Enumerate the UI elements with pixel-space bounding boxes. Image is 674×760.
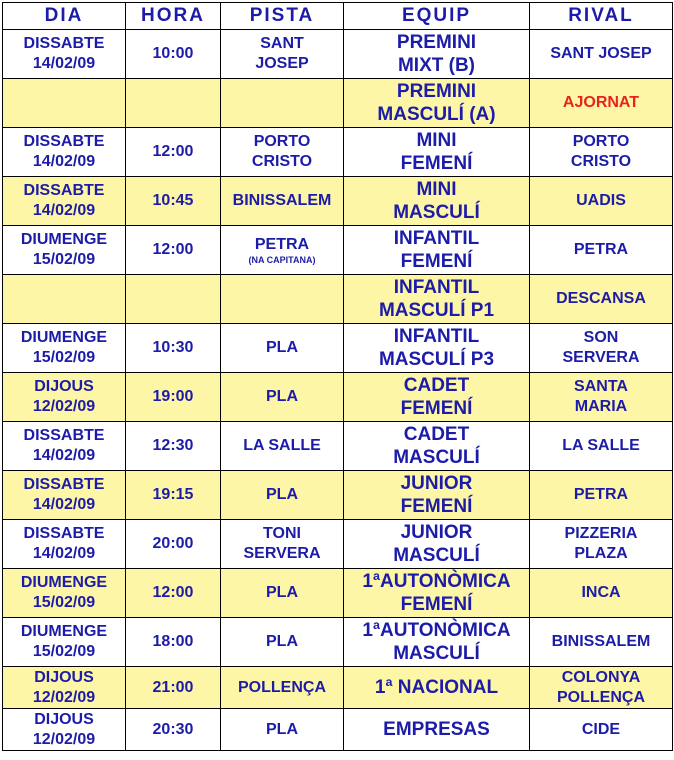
table-row xyxy=(3,373,673,422)
day-label: DIUMENGE xyxy=(20,623,108,640)
schedule-table xyxy=(2,2,673,751)
team-label: 1ªAUTONÒMICA xyxy=(362,620,511,641)
pista-cell xyxy=(221,226,344,275)
pista-cell xyxy=(221,128,344,177)
time-label: 12:00 xyxy=(152,241,194,258)
venue-label: PLA xyxy=(266,339,298,356)
pista-cell xyxy=(221,373,344,422)
team-category-label: MASCULÍ xyxy=(393,447,480,468)
dia-cell xyxy=(3,422,126,471)
table-row xyxy=(3,618,673,667)
rival-cell xyxy=(530,667,673,709)
venue-label: SANT xyxy=(260,35,304,52)
dia-cell xyxy=(3,128,126,177)
dia-cell xyxy=(3,30,126,79)
pista-cell xyxy=(221,177,344,226)
hora-cell xyxy=(126,324,221,373)
rival-label: MARIA xyxy=(574,398,628,415)
equip-cell xyxy=(344,471,530,520)
hora-cell xyxy=(126,667,221,709)
hora-cell xyxy=(126,30,221,79)
postponed-label: AJORNAT xyxy=(562,94,640,111)
time-label: 12:30 xyxy=(152,437,194,454)
rival-label: POLLENÇA xyxy=(557,688,645,706)
rival-label: INCA xyxy=(581,584,621,601)
date-label: 15/02/09 xyxy=(32,251,96,268)
pista-cell xyxy=(221,471,344,520)
team-label: INFANTIL xyxy=(393,326,480,347)
dia-cell xyxy=(3,226,126,275)
team-label: MINI xyxy=(416,179,457,200)
header-equip: EQUIP xyxy=(344,3,530,30)
schedule-body xyxy=(3,30,673,751)
dia-cell xyxy=(3,569,126,618)
rival-cell xyxy=(530,471,673,520)
team-label: PREMINI xyxy=(396,32,477,53)
rival-cell xyxy=(530,177,673,226)
hora-cell xyxy=(126,177,221,226)
team-label: CADET xyxy=(403,375,470,396)
rival-cell xyxy=(530,422,673,471)
date-label: 12/02/09 xyxy=(32,730,96,748)
table-row xyxy=(3,471,673,520)
dia-cell xyxy=(3,177,126,226)
equip-cell xyxy=(344,667,530,709)
table-row xyxy=(3,520,673,569)
rival-label: LA SALLE xyxy=(562,437,640,454)
header-hora: HORA xyxy=(126,3,221,30)
table-row xyxy=(3,569,673,618)
rival-cell xyxy=(530,520,673,569)
venue-label: TONI xyxy=(263,525,301,542)
rival-label: PETRA xyxy=(573,486,629,503)
rival-cell xyxy=(530,373,673,422)
rival-label: PETRA xyxy=(573,241,629,258)
venue-note: (NA CAPITANA) xyxy=(248,255,316,265)
hora-cell xyxy=(126,520,221,569)
day-label: DISSABTE xyxy=(23,476,105,493)
rival-label: PORTO xyxy=(572,133,630,150)
team-category-label: MASCULÍ xyxy=(393,202,480,223)
team-label: CADET xyxy=(403,424,470,445)
table-row xyxy=(3,226,673,275)
rival-label: SANT JOSEP xyxy=(550,45,652,62)
rival-cell xyxy=(530,79,673,128)
time-label: 19:15 xyxy=(152,486,194,503)
venue-label: CRISTO xyxy=(251,153,313,170)
hora-cell xyxy=(126,422,221,471)
team-category-label: MASCULÍ xyxy=(393,545,480,566)
equip-cell xyxy=(344,709,530,751)
rival-label: SERVERA xyxy=(562,349,640,366)
day-label: DISSABTE xyxy=(23,182,105,199)
pista-cell xyxy=(221,618,344,667)
time-label: 12:00 xyxy=(152,143,194,160)
dia-cell xyxy=(3,324,126,373)
equip-cell xyxy=(344,618,530,667)
venue-label: PLA xyxy=(266,633,298,650)
time-label: 18:00 xyxy=(152,633,194,650)
team-category-label: FEMENÍ xyxy=(400,594,473,615)
venue-label: POLLENÇA xyxy=(238,678,326,696)
hora-cell xyxy=(126,79,221,128)
date-label: 14/02/09 xyxy=(32,545,96,562)
table-row xyxy=(3,324,673,373)
team-label: EMPRESAS xyxy=(383,719,490,740)
team-label: 1ª NACIONAL xyxy=(374,677,499,698)
hora-cell xyxy=(126,275,221,324)
team-category-label: MASCULÍ P3 xyxy=(378,349,495,370)
date-label: 14/02/09 xyxy=(32,55,96,72)
table-row xyxy=(3,667,673,709)
equip-cell xyxy=(344,226,530,275)
table-row xyxy=(3,79,673,128)
date-label: 12/02/09 xyxy=(32,688,96,706)
team-label: JUNIOR xyxy=(400,522,473,543)
time-label: 10:00 xyxy=(152,45,194,62)
rival-cell xyxy=(530,324,673,373)
rival-cell xyxy=(530,30,673,79)
hora-cell xyxy=(126,226,221,275)
hora-cell xyxy=(126,373,221,422)
dia-cell xyxy=(3,667,126,709)
date-label: 15/02/09 xyxy=(32,594,96,611)
rival-cell xyxy=(530,226,673,275)
rival-cell xyxy=(530,128,673,177)
venue-label: PLA xyxy=(266,388,298,405)
time-label: 10:30 xyxy=(152,339,194,356)
dia-cell xyxy=(3,618,126,667)
rival-cell xyxy=(530,618,673,667)
venue-label: BINISSALEM xyxy=(232,192,332,209)
equip-cell xyxy=(344,128,530,177)
equip-cell xyxy=(344,520,530,569)
venue-label: SERVERA xyxy=(243,545,321,562)
rival-cell xyxy=(530,275,673,324)
team-label: 1ªAUTONÒMICA xyxy=(362,571,511,592)
dia-cell xyxy=(3,709,126,751)
equip-cell xyxy=(344,30,530,79)
dia-cell xyxy=(3,275,126,324)
rival-label: BINISSALEM xyxy=(551,633,651,650)
table-row xyxy=(3,177,673,226)
pista-cell xyxy=(221,30,344,79)
rival-cell xyxy=(530,569,673,618)
date-label: 14/02/09 xyxy=(32,447,96,464)
rival-label: DESCANSA xyxy=(556,290,646,307)
pista-cell xyxy=(221,275,344,324)
time-label: 20:00 xyxy=(152,535,194,552)
table-row xyxy=(3,709,673,751)
pista-cell xyxy=(221,520,344,569)
pista-cell xyxy=(221,422,344,471)
header-row xyxy=(3,3,673,30)
pista-cell xyxy=(221,79,344,128)
rival-label: COLONYA xyxy=(561,668,641,686)
team-category-label: MASCULÍ P1 xyxy=(378,300,495,321)
date-label: 14/02/09 xyxy=(32,153,96,170)
rival-label: SON xyxy=(583,329,619,346)
pista-cell xyxy=(221,569,344,618)
day-label: DISSABTE xyxy=(23,35,105,52)
time-label: 10:45 xyxy=(152,192,194,209)
pista-cell xyxy=(221,709,344,751)
time-label: 19:00 xyxy=(152,388,194,405)
date-label: 14/02/09 xyxy=(32,496,96,513)
hora-cell xyxy=(126,128,221,177)
team-label: INFANTIL xyxy=(393,277,480,298)
header-rival: RIVAL xyxy=(530,3,673,30)
dia-cell xyxy=(3,373,126,422)
rival-label: PLAZA xyxy=(574,545,628,562)
equip-cell xyxy=(344,422,530,471)
day-label: DIJOUS xyxy=(34,378,94,395)
day-label: DIUMENGE xyxy=(20,574,108,591)
venue-label: PLA xyxy=(266,584,298,601)
team-category-label: MASCULÍ xyxy=(393,643,480,664)
day-label: DIJOUS xyxy=(34,668,94,686)
equip-cell xyxy=(344,373,530,422)
team-label: MINI xyxy=(416,130,457,151)
equip-cell xyxy=(344,177,530,226)
team-label: PREMINI xyxy=(396,81,477,102)
team-category-label: MIXT (B) xyxy=(397,55,476,76)
header-dia: DIA xyxy=(3,3,126,30)
hora-cell xyxy=(126,471,221,520)
table-row xyxy=(3,30,673,79)
day-label: DISSABTE xyxy=(23,427,105,444)
date-label: 15/02/09 xyxy=(32,643,96,660)
time-label: 21:00 xyxy=(152,678,194,696)
day-label: DISSABTE xyxy=(23,525,105,542)
team-category-label: MASCULÍ (A) xyxy=(377,104,496,125)
time-label: 20:30 xyxy=(152,720,194,738)
date-label: 15/02/09 xyxy=(32,349,96,366)
team-category-label: FEMENÍ xyxy=(400,153,473,174)
venue-label: JOSEP xyxy=(255,55,309,72)
equip-cell xyxy=(344,79,530,128)
venue-label: PLA xyxy=(266,720,298,738)
rival-label: SANTA xyxy=(574,378,628,395)
rival-label: CIDE xyxy=(581,720,621,738)
hora-cell xyxy=(126,569,221,618)
date-label: 12/02/09 xyxy=(32,398,96,415)
time-label: 12:00 xyxy=(152,584,194,601)
team-category-label: FEMENÍ xyxy=(400,496,473,517)
rival-label: CRISTO xyxy=(570,153,632,170)
team-label: JUNIOR xyxy=(400,473,473,494)
team-category-label: FEMENÍ xyxy=(400,398,473,419)
pista-cell xyxy=(221,324,344,373)
venue-label: PLA xyxy=(266,486,298,503)
equip-cell xyxy=(344,569,530,618)
dia-cell xyxy=(3,79,126,128)
venue-label: PORTO xyxy=(253,133,311,150)
team-label: INFANTIL xyxy=(393,228,480,249)
pista-cell xyxy=(221,667,344,709)
table-row xyxy=(3,422,673,471)
day-label: DISSABTE xyxy=(23,133,105,150)
table-row xyxy=(3,275,673,324)
equip-cell xyxy=(344,275,530,324)
date-label: 14/02/09 xyxy=(32,202,96,219)
hora-cell xyxy=(126,709,221,751)
table-row xyxy=(3,128,673,177)
dia-cell xyxy=(3,471,126,520)
venue-label: PETRA xyxy=(254,236,310,253)
day-label: DIUMENGE xyxy=(20,231,108,248)
hora-cell xyxy=(126,618,221,667)
dia-cell xyxy=(3,520,126,569)
venue-label: LA SALLE xyxy=(243,437,321,454)
header-pista: PISTA xyxy=(221,3,344,30)
day-label: DIUMENGE xyxy=(20,329,108,346)
day-label: DIJOUS xyxy=(34,710,94,728)
rival-cell xyxy=(530,709,673,751)
equip-cell xyxy=(344,324,530,373)
rival-label: PIZZERIA xyxy=(564,525,638,542)
rival-label: UADIS xyxy=(576,192,626,209)
team-category-label: FEMENÍ xyxy=(400,251,473,272)
